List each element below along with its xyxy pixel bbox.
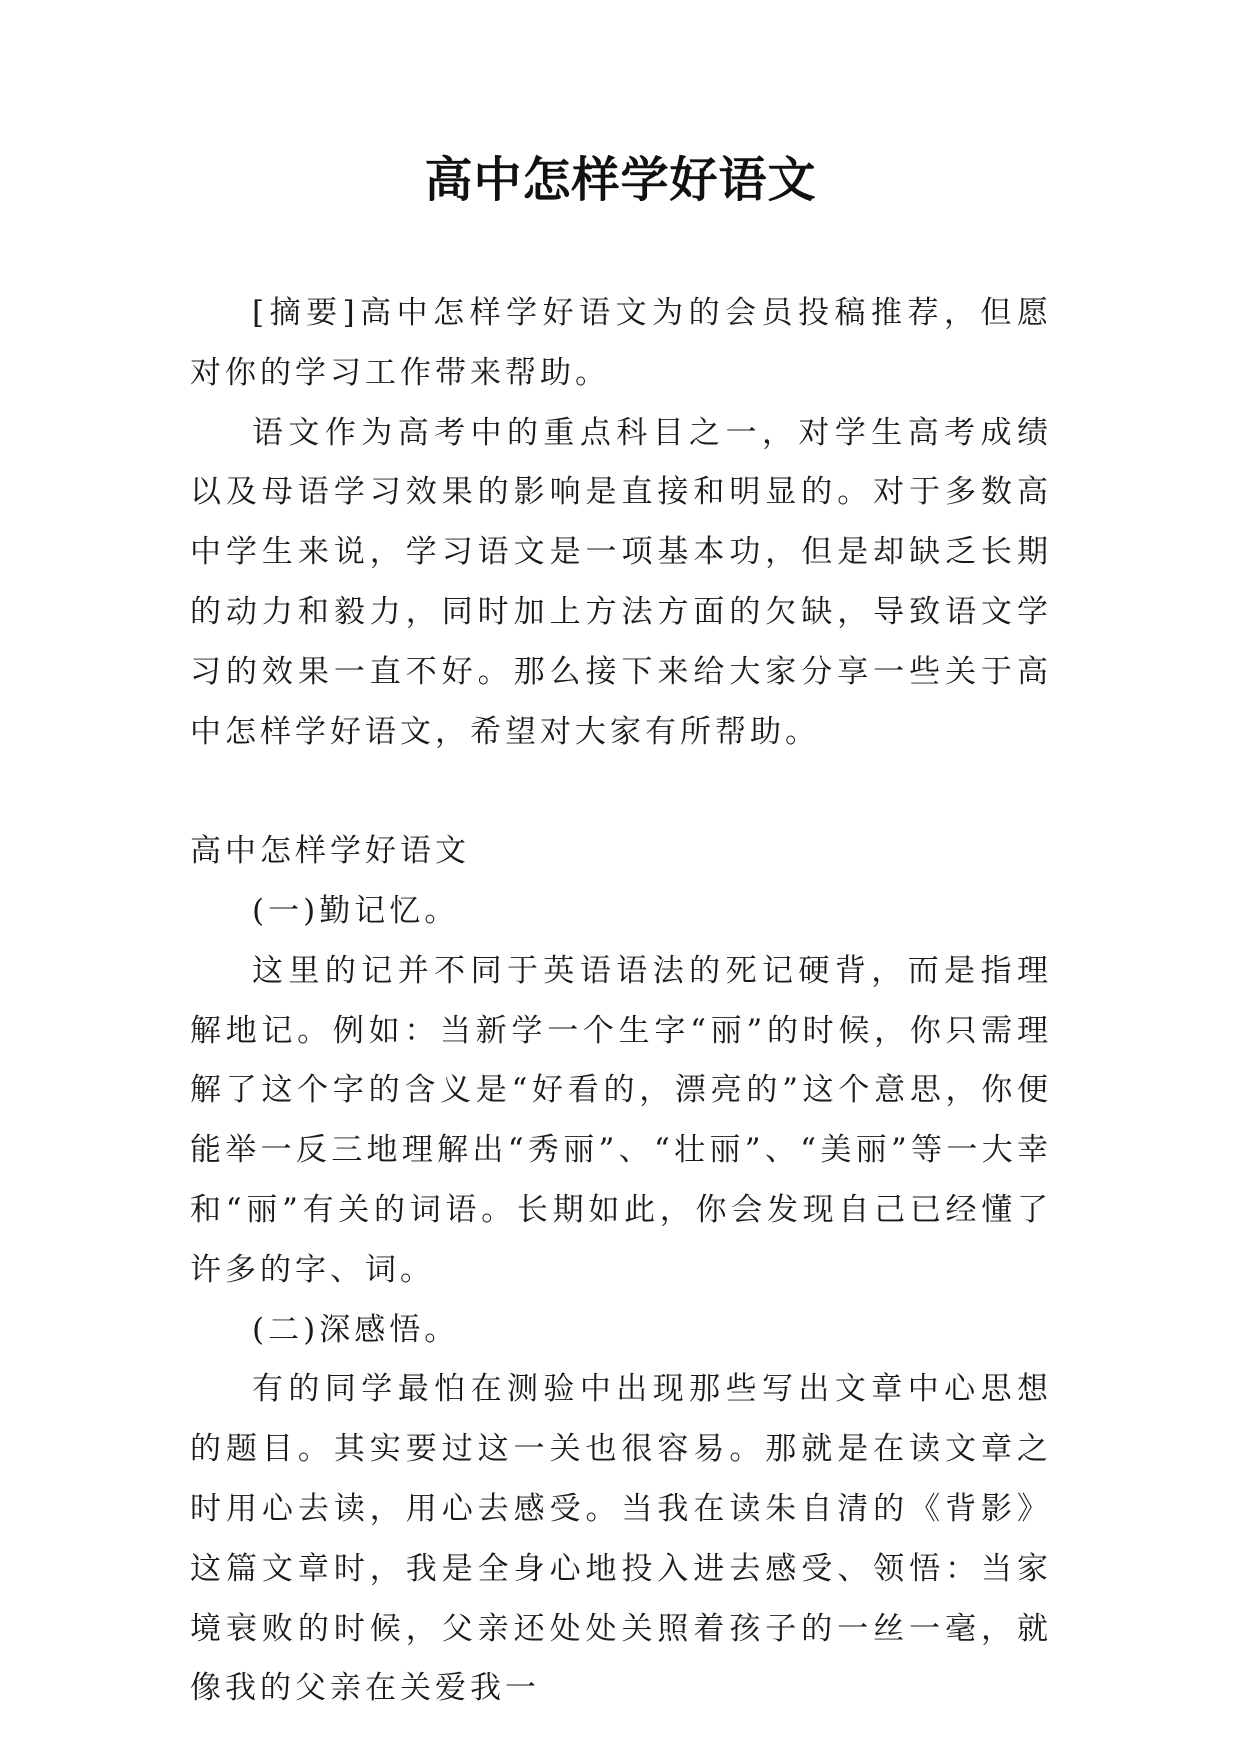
point-1-heading: (一)勤记忆。 (252, 892, 460, 929)
section-heading: 高中怎样学好语文 (190, 833, 470, 870)
paragraph-spacer (190, 762, 1052, 822)
abstract-paragraph: [摘要]高中怎样学好语文为的会员投稿推荐，但愿对你的学习工作带来帮助。 (190, 295, 1052, 391)
document-title: 高中怎样学好语文 (424, 152, 817, 208)
intro-paragraph: 语文作为高考中的重点科目之一，对学生高考成绩以及母语学习效果的影响是直接和明显的。对于多数高中学生来说，学习语文是一项基本功，但是却缺乏长期的动力和毅力，同时加上方法方面的欠缺，导致语文学习的效果一直不好。那么接下来给大家分享一些关于高中怎样学好语文，希望对大家有所帮助。 (190, 414, 1052, 750)
point-1-paragraph: 这里的记并不同于英语语法的死记硬背，而是指理解地记。例如：当新学一个生字“丽”的时候，你只需理解了这个字的含义是“好看的，漂亮的”这个意思，你便能举一反三地理解出“秀丽”、“壮丽”、“美丽”等一大幸和“丽”有关的词语。长期如此，你会发现自己已经懂了许多的字、词。 (190, 952, 1052, 1288)
document-body (190, 284, 1052, 1719)
point-2-heading: (二)深感悟。 (252, 1311, 460, 1348)
point-2-paragraph: 有的同学最怕在测验中出现那些写出文章中心思想的题目。其实要过这一关也很容易。那就是在读文章之时用心去读，用心去感受。当我在读朱自清的《背影》这篇文章时，我是全身心地投入进去感受、领悟：当家境衰败的时候，父亲还处处关照着孩子的一丝一毫，就像我的父亲在关爱我一 (190, 1371, 1052, 1707)
